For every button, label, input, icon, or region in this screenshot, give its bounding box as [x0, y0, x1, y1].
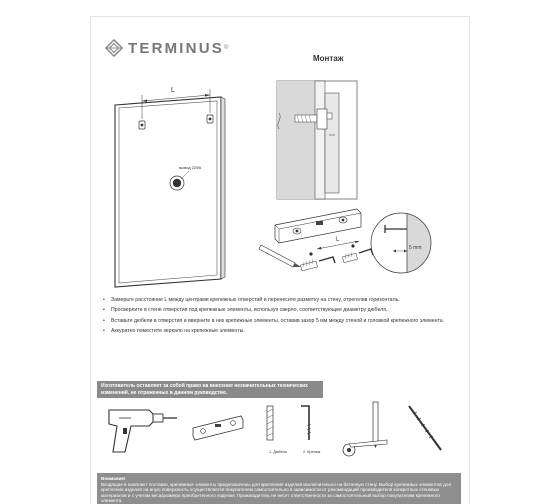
instruction-item: • Просверлите в стене отверстия под крепежные элементы, используя сверло, соответствующее диаметру дюбеля. — [103, 307, 388, 314]
tool-label-dowel: 1. Дюбель — [269, 450, 287, 454]
level-icon — [193, 416, 243, 440]
drill-bit-icon — [409, 406, 441, 450]
dowel-left — [300, 259, 317, 271]
hook-right — [359, 249, 373, 255]
dowel-right — [342, 252, 357, 263]
screw-hook-icon — [301, 406, 311, 440]
attention-note — [97, 473, 461, 504]
attention-text: Входящие в комплект поставки, крепежные элементы предназначены для крепления изделия исключительно на бетонную стену. Выбор крепежных элементов для крепления изделия на иную поверхность осуществляется покупателем самостоятельно в зависимости от рекомендаций производителя конкретных стеновых материалов и с учетом веса/размера приобретенного изделия. Производитель не несет ответственности за самостоятельный выбор покупателем крепежного элемента. — [101, 481, 451, 504]
attention-heading: Внимание! — [101, 476, 126, 481]
instruction-item: • Вставьте дюбели в отверстия и вверните в них крепежные элементы, оставив зазор 5 мм между стеной и головкой крепежного элемента. — [103, 317, 445, 324]
brand-name: TERMINUS — [128, 39, 224, 57]
gap-detail — [371, 213, 437, 273]
mirror-hanger-left — [139, 121, 145, 129]
tool-label-fastener: 2. Крепеж — [303, 450, 321, 454]
mirror-hanger-right — [207, 115, 213, 123]
manufacturer-notice: Изготовитель оставляет за собой право на внесение незначительных технических изменений, не отраженных в данном руководстве. — [97, 381, 323, 398]
mounting-drawing — [91, 17, 471, 297]
instruction-item: • Замерьте расстояние L между центрами крепежных отверстий и перенесите разметку на стену, отрегелив горизонталь. — [103, 297, 400, 303]
gap-label: 5 mm — [409, 245, 422, 251]
section-title: Монтаж — [313, 54, 344, 63]
brand-reg: ® — [223, 45, 229, 51]
wall-section-detail — [277, 81, 357, 199]
pencil — [259, 245, 301, 267]
spirit-level — [275, 209, 361, 243]
instruction-sheet — [90, 16, 470, 504]
dimension-L-label: L — [171, 87, 175, 94]
drill-icon — [109, 410, 177, 452]
mirror-panel — [115, 97, 225, 287]
hook-left — [319, 257, 335, 263]
tape-measure-icon — [343, 440, 387, 456]
cable-label: вывод 220В — [179, 165, 202, 170]
instruction-item: • Аккуратно поместите зеркало на крепежные элементы. — [103, 327, 245, 334]
instruction-list — [103, 297, 463, 338]
dowel-icon — [267, 406, 273, 440]
drill-dimension-label: L — [336, 237, 340, 243]
